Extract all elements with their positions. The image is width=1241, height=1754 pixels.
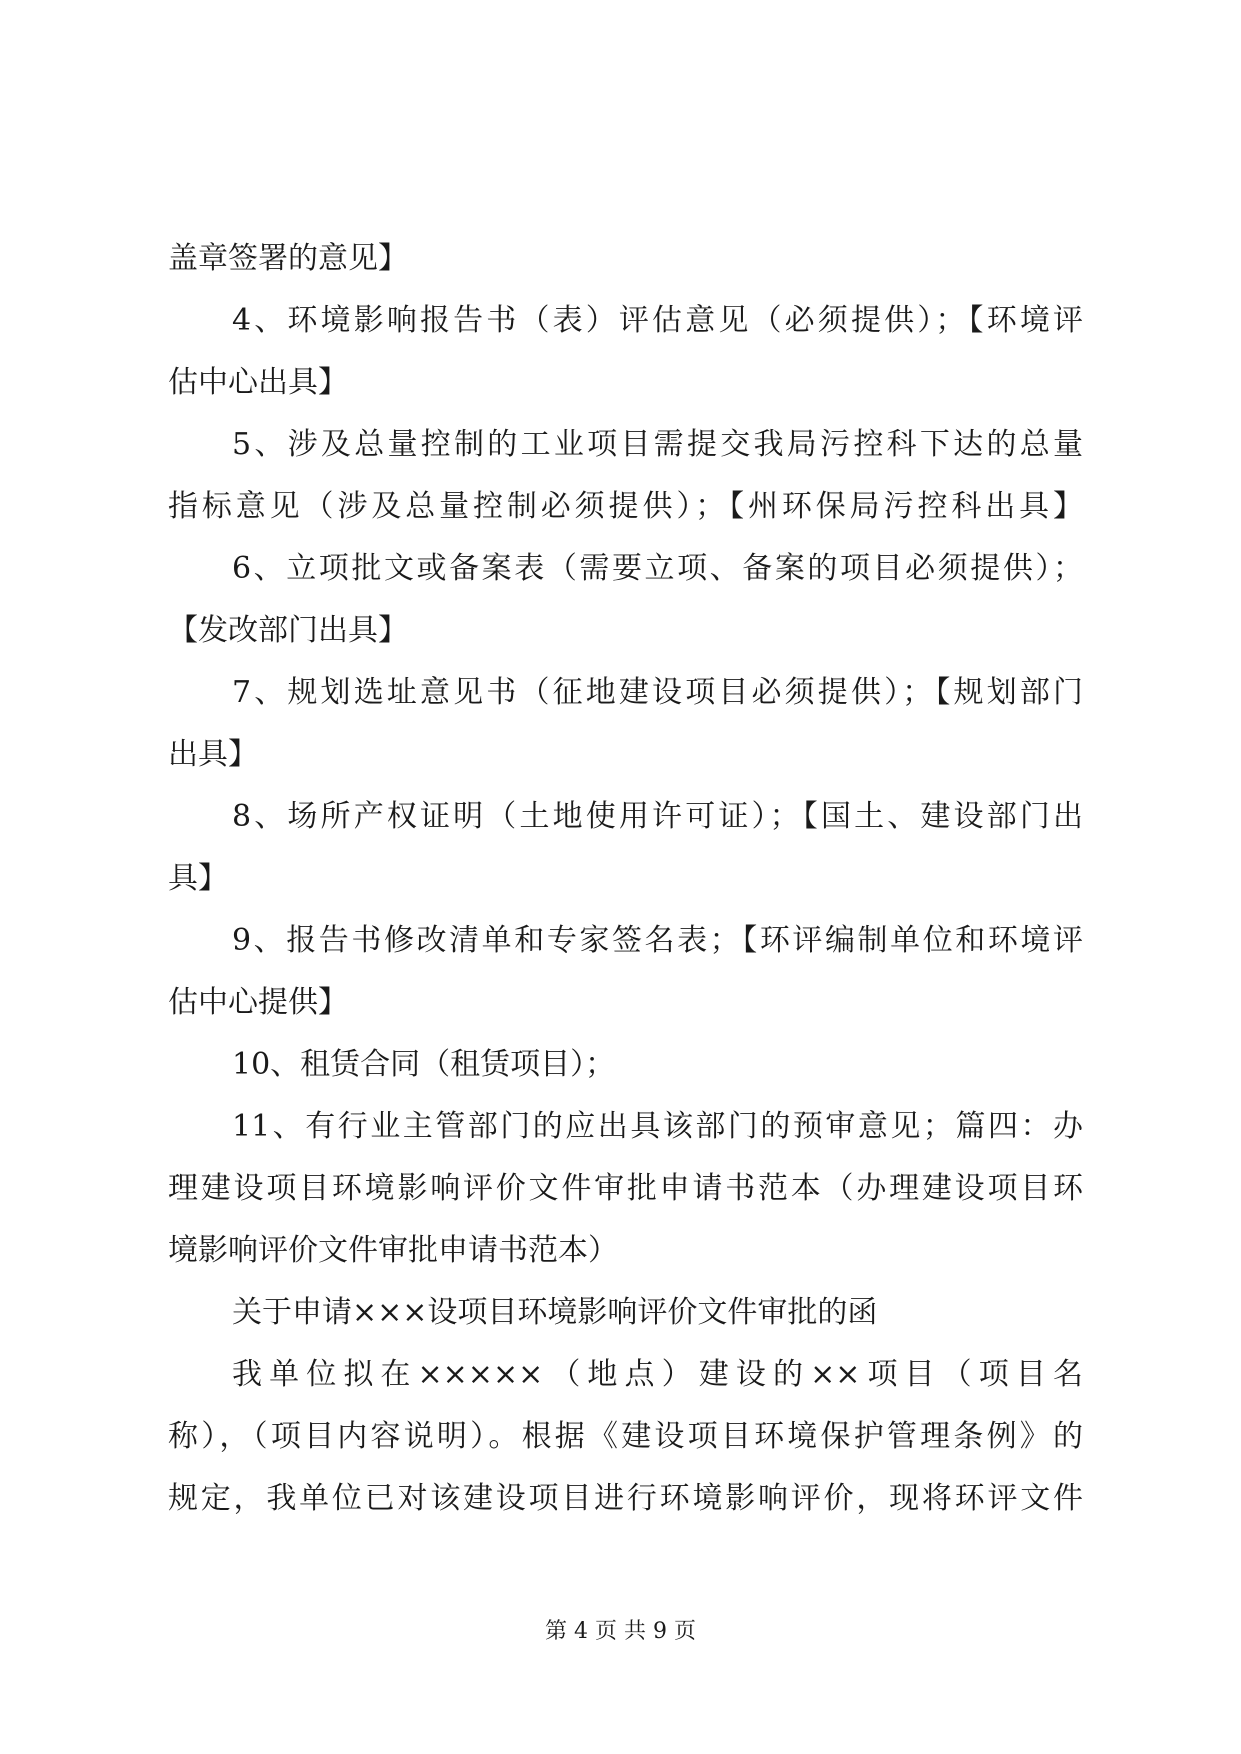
page-number-footer: 第 4 页 共 9 页 bbox=[545, 1619, 696, 1644]
text-line: 指标意见（涉及总量控制必须提供）；【州环保局污控科出具】 bbox=[168, 489, 1083, 524]
text-line: 4、环境影响报告书（表）评估意见（必须提供）；【环境评 bbox=[232, 303, 1083, 338]
text-line: 11、有行业主管部门的应出具该部门的预审意见；篇四：办 bbox=[232, 1109, 1083, 1144]
text-line: 10、租赁合同（租赁项目）； bbox=[232, 1047, 616, 1082]
text-line: 8、场所产权证明（土地使用许可证）；【国土、建设部门出 bbox=[232, 799, 1083, 834]
text-line: 估中心出具】 bbox=[168, 365, 348, 400]
text-line: 境影响评价文件审批申请书范本） bbox=[168, 1233, 618, 1268]
text-line: 规定，我单位已对该建设项目进行环境影响评价，现将环评文件 bbox=[168, 1481, 1083, 1516]
text-line: 估中心提供】 bbox=[168, 985, 348, 1020]
text-line: 关于申请×××设项目环境影响评价文件审批的函 bbox=[232, 1295, 878, 1330]
text-line: 出具】 bbox=[168, 737, 258, 772]
text-line: 6、立项批文或备案表（需要立项、备案的项目必须提供）； bbox=[232, 551, 1083, 586]
text-line: 9、报告书修改清单和专家签名表；【环评编制单位和环境评 bbox=[232, 923, 1083, 958]
text-line: 【发改部门出具】 bbox=[168, 613, 408, 648]
text-line: 称），（项目内容说明）。根据《建设项目环境保护管理条例》的 bbox=[168, 1419, 1083, 1454]
text-line: 7、规划选址意见书（征地建设项目必须提供）；【规划部门 bbox=[232, 675, 1083, 710]
document-body bbox=[168, 228, 1083, 1530]
text-line: 具】 bbox=[168, 861, 228, 896]
text-line: 理建设项目环境影响评价文件审批申请书范本（办理建设项目环 bbox=[168, 1171, 1083, 1206]
text-line: 盖章签署的意见】 bbox=[168, 241, 408, 276]
text-line: 5、涉及总量控制的工业项目需提交我局污控科下达的总量 bbox=[232, 427, 1083, 462]
text-line: 我单位拟在×××××（地点）建设的××项目（项目名 bbox=[232, 1357, 1083, 1392]
